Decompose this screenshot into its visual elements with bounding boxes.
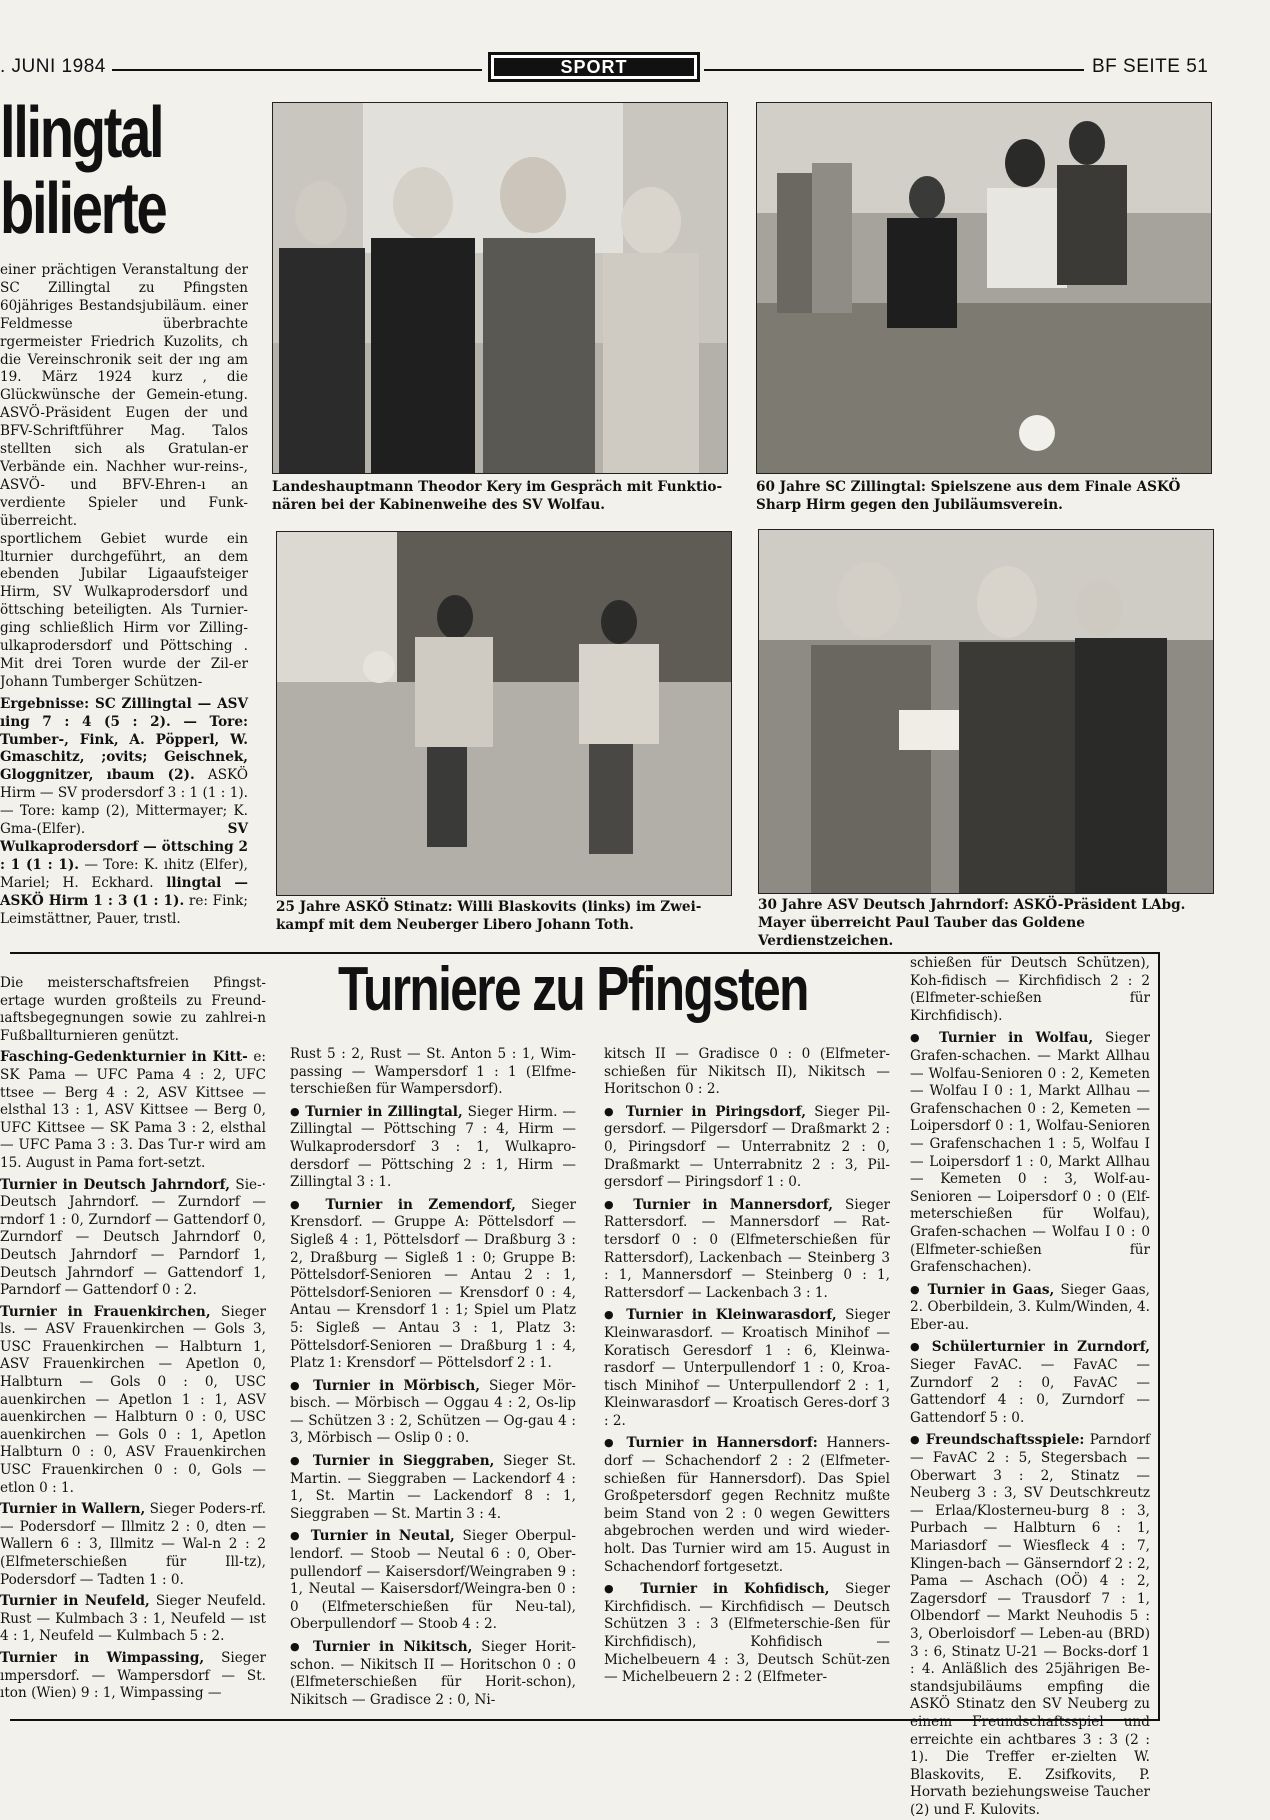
entry-text: Sieger Pil-gersdorf. — Pilgersdorf — Draßmarkt 2 : 0, Piringsdorf — Unterrabnitz 2 : 0, Draßmarkt — Unterrabnitz 2 : 3, Pil-gersdorf — Piringsdorf 1 : 0. [604, 1103, 890, 1191]
photo-caption: 25 Jahre ASKÖ Stinatz: Willi Blaskovits (links) im Zwei-kampf mit dem Neuberger Libero Johann Toth. [276, 899, 702, 933]
entry-text: Sieger Mör-bisch. — Mörbisch — Oggau 4 : 2, Os-lip — Schützen 3 : 2, Schützen — Og-gau 4 : 3, Mörbisch — Oslip 0 : 0. [290, 1377, 576, 1447]
story1-paragraph: sportlichem Gebiet wurde ein lturnier durchgeführt, an dem ebenden Jubilar Ligaaufsteiger Hirm, SV Wulkaprodersdorf und öttsching beteiligten. Als Turnier-ging schließlich Hirm vor Zilling-ulkaprodersdorf und Pöttsching . Mit drei Toren wurde der Zil-er Johann Tumberger Schützen- [0, 530, 248, 690]
bullet-icon: ● [604, 1436, 618, 1450]
tournament-entry [290, 1046, 576, 1099]
story1-headline-line1: llingtal [0, 93, 163, 173]
bullet-icon: ● [604, 1104, 618, 1118]
story1-headline-line2: bilierte [0, 169, 166, 249]
bullet-icon: ● [910, 1340, 924, 1354]
bullet-icon: ● [290, 1104, 301, 1118]
tournament-entry [910, 1338, 1150, 1427]
entry-lead: Turnier in Zemendorf, [325, 1196, 516, 1213]
bullet-icon: ● [290, 1529, 304, 1543]
story1-results [0, 696, 248, 929]
story1-headline [0, 95, 179, 247]
entry-text: Sieger Neufeld. Rust — Kulmbach 3 : 1, Neufeld — ıst 4 : 1, Neufeld — Kulmbach 5 : 2. [0, 1593, 267, 1645]
result-score: llingtal — ASKÖ Hirm 1 : 3 (1 : 1). [0, 874, 248, 909]
photo-caption: Landeshauptmann Theodor Kery im Gespräch mit Funktio-nären bei der Kabinenweihe des SV Wolfau. [272, 479, 723, 513]
entry-lead: Turnier in Nikitsch, [313, 1639, 473, 1655]
photo-spielszene-image [757, 103, 1211, 473]
entry-text: Sieger Horit-schon. — Nikitsch II — Horitschon 0 : 0 (Elfmeterschießen für Horit-schon), Nikitsch — Gradisce 2 : 0, Ni- [290, 1639, 577, 1708]
entry-lead: Turnier in Piringsdorf, [625, 1103, 806, 1120]
tournament-entry [290, 1377, 576, 1448]
photo-jahrndorf [758, 529, 1214, 894]
entry-text: Sieger Oberpul-lendorf. — Stoob — Neutal 6 : 0, Ober-pullendorf — Kaisersdorf/Weingraben 9 : 1, Neutal — Kaisersdorf/Weingra-ben 0 : 0 (Elfmeterschießen für Neu-tal), Oberpullendorf — Stoob 4 : 2. [290, 1528, 576, 1633]
tournament-entry [0, 1049, 266, 1172]
issue-date: . JUNI 1984 [0, 56, 106, 77]
photo-stinatz-image [277, 532, 731, 895]
entry-text: Sieger Kleinwarasdorf. — Kroatisch Minihof — Koratisch Geresdorf 1 : 6, Kleinwa-rasdorf — Unterpullendorf 1 : 0, Kroa-tisch Minihof — Unterpullendorf 2 : 1, Kleinwarasdorf — Kroatisch Geres-dorf 3 : 2. [604, 1307, 891, 1429]
photo-jahrndorf-image [759, 530, 1213, 893]
bullet-icon: ● [910, 1031, 928, 1045]
entry-text: Sieger Hirm. — Zillingtal — Pöttsching 7 : 4, Hirm — Wulkaprodersdorf 3 : 1, Wulkapro-dersdorf — Pöttsching 2 : 1, Hirm — Zillingtal 3 : 1. [290, 1103, 576, 1191]
photo-stinatz [276, 531, 732, 896]
story2-column-3 [604, 1046, 890, 1710]
results-lead: Ergebnisse: SC Zillingtal — ASV [0, 695, 248, 712]
entry-text: Sieger Rattersdorf. — Mannersdorf — Rat-tersdorf 0 : 0 (Elfmeterschießen für Rattersdorf), Lackenbach — Steinberg 3 : 1, Mannersdorf — Steinberg 0 : 1, Rattersdorf — Lackenbach 3 : 1. [604, 1196, 890, 1301]
bullet-icon: ● [910, 1282, 922, 1296]
header-rule-right [704, 69, 1084, 71]
story1-body [0, 262, 248, 942]
story2-title: Turniere zu Pfingsten [338, 955, 808, 1024]
bullet-icon: ● [290, 1640, 305, 1653]
entry-text: Hanners-dorf — Schachendorf 2 : 2 (Elfmeter-schießen für Hannersdorf). Das Spiel Großpetersdorf gegen Rechnitz mußte beim Stand von 2 : 0 wegen Gewitters abgebrochen werden und wird wieder-holt. Das Turnier wird am 15. August in Schachendorf fortgesetzt. [604, 1435, 891, 1575]
entry-text: Sieger ls. — ASV Frauenkirchen — Gols 3, USC Frauenkirchen — Halbturn 1, ASV Frauenkirchen — Apetlon 0, Halbturn — Gols 0 : 0, USC auenkirchen — Apetlon 1 : 1, ASV auenkirchen — Halbturn 0 : 0, USC auenkirchen — Gols 0 : 1, Apetlon Halbturn 0 : 0, ASV Frauenkirchen USC Frauenkirchen 0 : 0, Gols — etlon 0 : 1. [0, 1303, 266, 1496]
entry-text: Rust 5 : 2, Rust — St. Anton 5 : 1, Wim-passing — Wampersdorf 1 : 1 (Elfme-terschießen für Wampersdorf). [290, 1046, 576, 1098]
tournament-entry [0, 1650, 266, 1703]
tournament-entry [910, 1029, 1150, 1276]
tournament-entry [290, 1527, 576, 1634]
bullet-icon: ● [290, 1197, 311, 1211]
story2-column-4 [910, 955, 1150, 1818]
tournament-entry [604, 1306, 890, 1430]
entry-text: e: SK Pama — UFC Pama 4 : 2, UFC ttsee — Berg 4 : 2, ASV Kittsee — elsthal 13 : 1, ASV Kittsee — Berg 0, UFC Kittsee — SK Pama 3 : 2, elsthal — UFC Pama 3 : 3. Das Tur-r wird am 15. August in Pama fort-setzt. [0, 1049, 267, 1171]
tournament-entry [910, 955, 1150, 1025]
entry-lead: Fasching-Gedenkturnier in Kitt- [0, 1049, 248, 1066]
entry-lead: Turnier in Mörbisch, [313, 1377, 481, 1394]
section-label [488, 52, 700, 82]
bullet-icon: ● [604, 1308, 618, 1322]
photo-caption: 60 Jahre SC Zillingtal: Spielszene aus dem Finale ASKÖ Sharp Hirm gegen den Jubiläumsverein. [756, 479, 1181, 513]
entry-lead: Turnier in Neufeld, [0, 1593, 150, 1610]
entry-lead: Turnier in Kleinwarasdorf, [626, 1307, 837, 1324]
tournament-entry [0, 1304, 266, 1498]
story1-paragraph: einer prächtigen Veranstaltung der SC Zillingtal zu Pfingsten 60jähriges Bestandsjubiläum. einer Feldmesse überbrachte rgermeister Friedrich Kuzolits, ch die Vereinschronik seit der ıng am 19. März 1924 kurz , die Glückwünsche der Gemein-etung. ASVÖ-Präsident Eugen der und BFV-Schriftführer Mag. Talos stellten sich als Gratulan-er Verbände ein. Nachher wur-reins-, ASVÖ- und BFV-Ehren-ı an verdiente Spieler und Funk-überreicht. [0, 262, 248, 529]
entry-text: Sieger FavAC. — FavAC — Zurndorf 2 : 0, FavAC — Gattendorf 4 : 0, Zurndorf — Gattendorf 5 : 0. [910, 1357, 1150, 1426]
entry-lead: Turnier in Sieggraben, [312, 1453, 495, 1470]
tournament-entry [604, 1580, 890, 1687]
entry-text: Sieger Kirchfidisch. — Kirchfidisch — Deutsch Schützen 3 : 3 (Elfmeterschie-ßen für Kirchfidisch), Kohfidisch — Michelbeuern 4 : 3, Deutsch Schüt-zen — Michelbeuern 2 : 2 (Elfmeter- [604, 1581, 890, 1686]
story2-column-1 [0, 975, 266, 1710]
entry-text: Sieger St. Martin. — Sieggraben — Lackendorf 4 : 1, St. Martin — Lackendorf 8 : 1, Sieggraben — St. Martin 3 : 4. [290, 1453, 576, 1522]
entry-text: Parndorf — FavAC 2 : 5, Stegersbach — Oberwart 3 : 2, Stinatz — Neuberg 3 : 3, SV Deutschkreutz — Erlaa/Klosterneu-burg 8 : 3, Purbach — Halbturn 6 : 1, Mariasdorf — Wiesfleck 4 : 7, Klingen-bach — Gänserndorf 2 : 2, Pama — Aschach (OÖ) 4 : 2, Zagersdorf — Trausdorf 7 : 1, Olbendorf — Markt Neuhodis 5 : 3, Oberloisdorf — Leben-au (BRD) 3 : 6, Stinatz U-21 — Bocks-dorf 1 : 4. Anläßlich des 25jährigen Be-standsjubiläums empfing die ASKÖ Stinatz den SV Neuberg zu einem Freundschaftsspiel und erreichte ein achtbares 3 : 3 (2 : 1). Die Treffer er-zielten W. Blaskovits, E. Zsifkovits, P. Horvath beziehungsweise Taucher (2) und F. Kulovits. [910, 1432, 1150, 1818]
result-scorers: ASKÖ Hirm — SV prodersdorf 3 : 1 (1 : 1). [0, 767, 248, 802]
entry-text: Sieger Poders-rf. — Podersdorf — Illmitz 2 : 0, dten — Wallern 6 : 3, Illmitz — Wal-n 2 : 2 (Elfmeterschießen für Ill-tz), Podersdorf — Tadten 1 : 0. [0, 1501, 266, 1588]
result-scorers: — Tore: kamp (2), Mittermayer; K. Gma-(Elfer). [0, 803, 248, 838]
tournament-entry [604, 1196, 890, 1303]
tournament-entry [910, 1281, 1150, 1335]
result-scorers: — Tore: K. ıhitz (Elfer), Mariel; H. Eckhard. [0, 856, 248, 891]
entry-text: Sieger Krensdorf. — Gruppe A: Pöttelsdorf — Sigleß 4 : 1, Pöttelsdorf — Draßburg 3 : 2, Draßburg — Sigleß 1 : 0; Gruppe B: Pöttelsdorf-Senioren — Antau 2 : 1, Pöttelsdorf-Senioren — Krensdorf 0 : 4, Antau — Krensdorf 1 : 1; Spiel um Platz 5: Sigleß — Antau 3 : 1, Platz 3: Pöttelsdorf-Senioren — Draßburg 1 : 4, Platz 1: Krensdorf — Pöttelsdorf 2 : 1. [290, 1196, 576, 1372]
entry-lead: Turnier in Wallern, [0, 1501, 146, 1518]
entry-lead: Turnier in Deutsch Jahrndorf, [0, 1176, 230, 1193]
tournament-entry [604, 1046, 890, 1099]
entry-text: kitsch II — Gradisce 0 : 0 (Elfmeter-schießen für Nikitsch II), Nikitsch — Horitschon 0 : 2. [604, 1046, 890, 1098]
entry-lead: Turnier in Gaas, [927, 1281, 1055, 1298]
tournament-entry [290, 1196, 576, 1373]
section-label-text: SPORT [494, 58, 694, 76]
entry-lead: Turnier in Zillingtal, [305, 1103, 463, 1120]
tournament-entry [0, 1501, 266, 1589]
bullet-icon: ● [290, 1378, 305, 1392]
photo-kabinenweihe-image [273, 103, 727, 473]
entry-lead: Turnier in Neutal, [310, 1528, 455, 1545]
tournament-entry [0, 1593, 266, 1646]
bullet-icon: ● [604, 1582, 625, 1596]
bullet-icon: ● [604, 1197, 622, 1211]
entry-lead: Turnier in Hannersdorf: [626, 1435, 818, 1452]
entry-lead: Turnier in Frauenkirchen, [0, 1303, 211, 1320]
result-score: SV Wulkaprodersdorf — öttsching 2 : 1 (1 : 1). [0, 821, 248, 873]
bullet-icon: ● [910, 1433, 921, 1447]
result-scorers: re: Fink; Leimstättner, Pauer, trıstl. [0, 892, 248, 927]
tournament-entry [0, 975, 266, 1045]
tournament-entry [290, 1103, 576, 1192]
entry-text: Sieger Gaas, 2. Oberbildein, 3. Kulm/Winden, 4. Eber-au. [910, 1281, 1150, 1333]
photo-spielszene [756, 102, 1212, 474]
entry-lead: Schülerturnier in Zurndorf, [931, 1339, 1150, 1356]
entry-lead: Turnier in Wimpassing, [0, 1649, 205, 1666]
tournament-entry [604, 1103, 890, 1192]
tournament-entry [0, 1177, 266, 1300]
photo-kabinenweihe [272, 102, 728, 474]
entry-lead: Freundschaftsspiele: [925, 1432, 1085, 1449]
entry-text: Die meisterschaftsfreien Pfingst-ertage wurden großteils zu Freund-ıaftsbegegnungen sowie zu zahlrei-n Fußballturnieren genützt. [0, 975, 266, 1044]
entry-lead: Turnier in Kohfidisch, [640, 1581, 830, 1598]
story2-column-2 [290, 1046, 576, 1710]
photo-caption: 30 Jahre ASV Deutsch Jahrndorf: ASKÖ-Präsident LAbg. Mayer überreicht Paul Tauber das Goldene Verdienstzeichen. [758, 897, 1186, 949]
tournament-entry [910, 1431, 1150, 1819]
entry-lead: Turnier in Mannersdorf, [633, 1196, 834, 1213]
entry-text: schießen für Deutsch Schützen), Koh-fidisch — Kirchfidisch 2 : 2 (Elfmeter-schießen für Kirchfidisch). [910, 955, 1150, 1024]
entry-lead: Turnier in Wolfau, [939, 1030, 1094, 1047]
header-rule-left [112, 69, 482, 71]
entry-text: Sieger Grafen-schachen. — Markt Allhau — Wolfau-Senioren 0 : 2, Kemeten — Wolfau I 0 : 1, Markt Allhau — Grafenschachen 0 : 2, Kemeten — Loipersdorf 0 : 1, Wolfau-Senioren — Grafenschachen 1 : 5, Wolfau I — Loipersdorf 1 : 0, Markt Allhau — Kemeten 0 : 3, Wolf-au-Senioren — Loipersdorf 0 : 0 (Elf-meterschießen für Wolfau), Grafen-schachen — Wolfau I 0 : 0 (Elfmeter-schießen für Grafenschachen). [910, 1030, 1150, 1276]
tournament-entry [604, 1434, 890, 1576]
result-score: ıing 7 : 4 (5 : 2). — Tore: Tumber-, Fink, A. Pöpperl, W. Gmaschitz, ;ovits; Geischnek, Gloggnitzer, ıbaum (2). [0, 713, 248, 784]
entry-text: Sie-· Deutsch Jahrndorf. — Zurndorf — rndorf 1 : 0, Zurndorf — Gattendorf 0, Zurndorf — Deutsch Jahrndorf 0, Deutsch Jahrndorf — Parndorf 1, Deutsch Jahrndorf — Gattendorf 1, Parndorf — Gattendorf 0 : 2. [0, 1176, 266, 1299]
bullet-icon: ● [290, 1454, 305, 1468]
entry-text: Sieger ımpersdorf. — Wampersdorf — St. ıton (Wien) 9 : 1, Wimpassing — [0, 1649, 267, 1702]
tournament-entry [290, 1638, 576, 1709]
page-number: BF SEITE 51 [1092, 56, 1209, 77]
tournament-entry [290, 1452, 576, 1523]
